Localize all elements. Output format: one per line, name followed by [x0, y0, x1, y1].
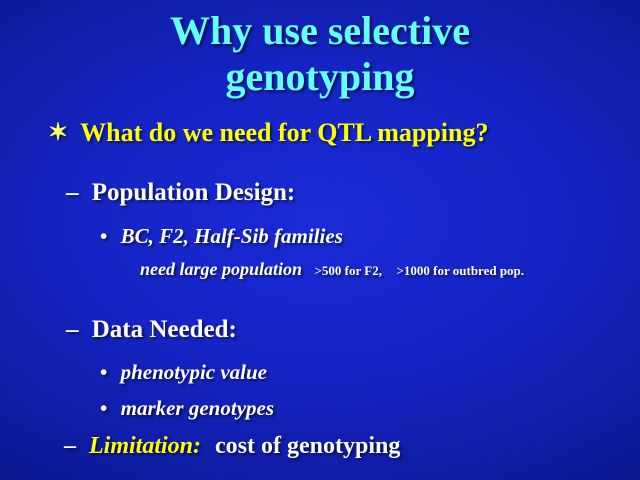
dot-bullet-icon-2: •	[100, 360, 108, 384]
star-bullet-icon: ✶	[48, 120, 69, 146]
dot-bullet-icon-3: •	[100, 396, 108, 420]
slide-title	[0, 8, 640, 100]
bullet-limitation	[64, 432, 400, 461]
bullet-data-needed	[66, 315, 237, 344]
dash-bullet-icon-2: –	[66, 316, 79, 343]
bullet-level1-qtl-mapping	[48, 118, 628, 148]
slide-title-line-1: Why use selective	[170, 8, 470, 53]
bullet-bc-f2-halfsib	[100, 224, 343, 249]
limitation-text: cost of genotyping	[215, 433, 401, 459]
note-f2-threshold: >500 for F2,	[314, 263, 382, 278]
dash-bullet-icon: –	[66, 179, 79, 206]
population-design-label: Population Design:	[91, 179, 296, 206]
bc-f2-halfsib-label: BC, F2, Half-Sib families	[120, 224, 343, 248]
limitation-label: Limitation:	[89, 433, 202, 459]
bullet-population-design	[66, 178, 295, 207]
data-needed-label: Data Needed:	[91, 316, 237, 343]
bullet-phenotypic-value	[100, 360, 267, 385]
dash-bullet-icon-3: –	[64, 433, 76, 459]
note-need-large-population	[140, 258, 524, 282]
note-outbred-threshold: >1000 for outbred pop.	[396, 263, 525, 278]
phenotypic-value-label: phenotypic value	[120, 360, 268, 384]
bullet-marker-genotypes	[100, 396, 274, 421]
dot-bullet-icon: •	[100, 224, 108, 248]
marker-genotypes-label: marker genotypes	[120, 396, 275, 420]
bullet-level1-label: What do we need for QTL mapping?	[80, 118, 489, 147]
need-large-population-label: need large population	[140, 259, 303, 279]
slide-title-line-2: genotyping	[225, 54, 415, 99]
